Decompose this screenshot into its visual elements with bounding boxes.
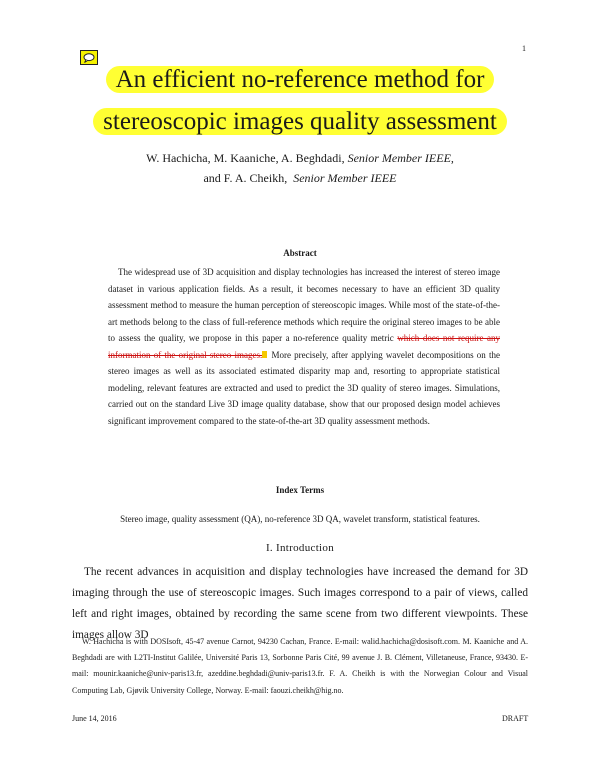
index-terms-heading: Index Terms bbox=[275, 485, 325, 495]
section-heading: I. Introduction bbox=[265, 542, 335, 554]
page-number: 1 bbox=[522, 44, 526, 53]
author-names-1: W. Hachicha, M. Kaaniche, A. Beghdadi, bbox=[146, 151, 345, 165]
footer-date: June 14, 2016 bbox=[72, 714, 117, 723]
title-line-2 bbox=[0, 104, 600, 140]
index-terms-text: Stereo image, quality assessment (QA), no-reference 3D QA, wavelet transform, statistical features. bbox=[120, 514, 480, 524]
author-role-1: Senior Member IEEE, bbox=[347, 151, 454, 165]
title-line-1 bbox=[0, 62, 600, 98]
insertion-caret-icon[interactable] bbox=[262, 351, 267, 358]
introduction-text: The recent advances in acquisition and display technologies have increased the demand for 3D imaging through the use of stereoscopic images. Such images correspond to a pair of views, called left and right images, obtained by recording the same scene from two different viewpoints. These images allow 3D bbox=[72, 566, 528, 641]
strikethrough-annotation[interactable]: which does not require any information of the original stereo images. bbox=[108, 333, 500, 360]
abstract-heading: Abstract bbox=[283, 248, 317, 258]
abstract-text-before: The widespread use of 3D acquisition and display technologies has increased the interest of stereo image dataset in various application fields. As a result, it becomes necessary to have an efficient 3D quality assessment method to measure the human perception of stereoscopic images. While most of the state-of-the-art methods belong to the class of full-reference methods which require the original stereo images to be able to assess the quality, we propose in this paper a no-reference quality metric bbox=[108, 267, 500, 343]
footer-status: DRAFT bbox=[502, 714, 529, 723]
title-highlight-2[interactable]: stereoscopic images quality assessment bbox=[93, 108, 507, 135]
author-names-2: and F. A. Cheikh, bbox=[203, 171, 288, 185]
authors-line-2 bbox=[0, 168, 600, 188]
authors-line-1 bbox=[0, 148, 600, 168]
author-role-2: Senior Member IEEE bbox=[293, 171, 397, 185]
author-footnote: W. Hachicha is with DOSIsoft, 45-47 avenue Carnot, 94230 Cachan, France. E-mail: walid.hachicha@dosisoft.com. M. Kaaniche and A. Beghdadi are with L2TI-Institut Galilée, Université Paris 13, Sorbonne Paris Cité, 99 avenue J. B. Clément, Villetaneuse, France, 93430. E-mail: mounir.kaaniche@univ-paris13.fr, azeddine.beghdadi@univ-paris13.fr. F. A. Cheikh is with the Norwegian Colour and Visual Computing Lab, Gjøvik University College, Norway. E-mail: faouzi.cheikh@hig.no. bbox=[72, 637, 528, 695]
title-highlight-1[interactable]: An efficient no-reference method for bbox=[106, 66, 495, 93]
abstract-text-after: More precisely, after applying wavelet decompositions on the stereo images as well as its associated estimated disparity map and, resorting to appropriate statistical modeling, relevant features are extracted and used to predict the 3D quality of stereo images. Simulations, carried out on the standard Live 3D image quality database, show that our proposed design model achieves significant improvement compared to the state-of-the-art 3D quality assessment methods. bbox=[108, 349, 500, 426]
speech-bubble-icon bbox=[83, 53, 95, 63]
abstract-body bbox=[108, 264, 500, 429]
